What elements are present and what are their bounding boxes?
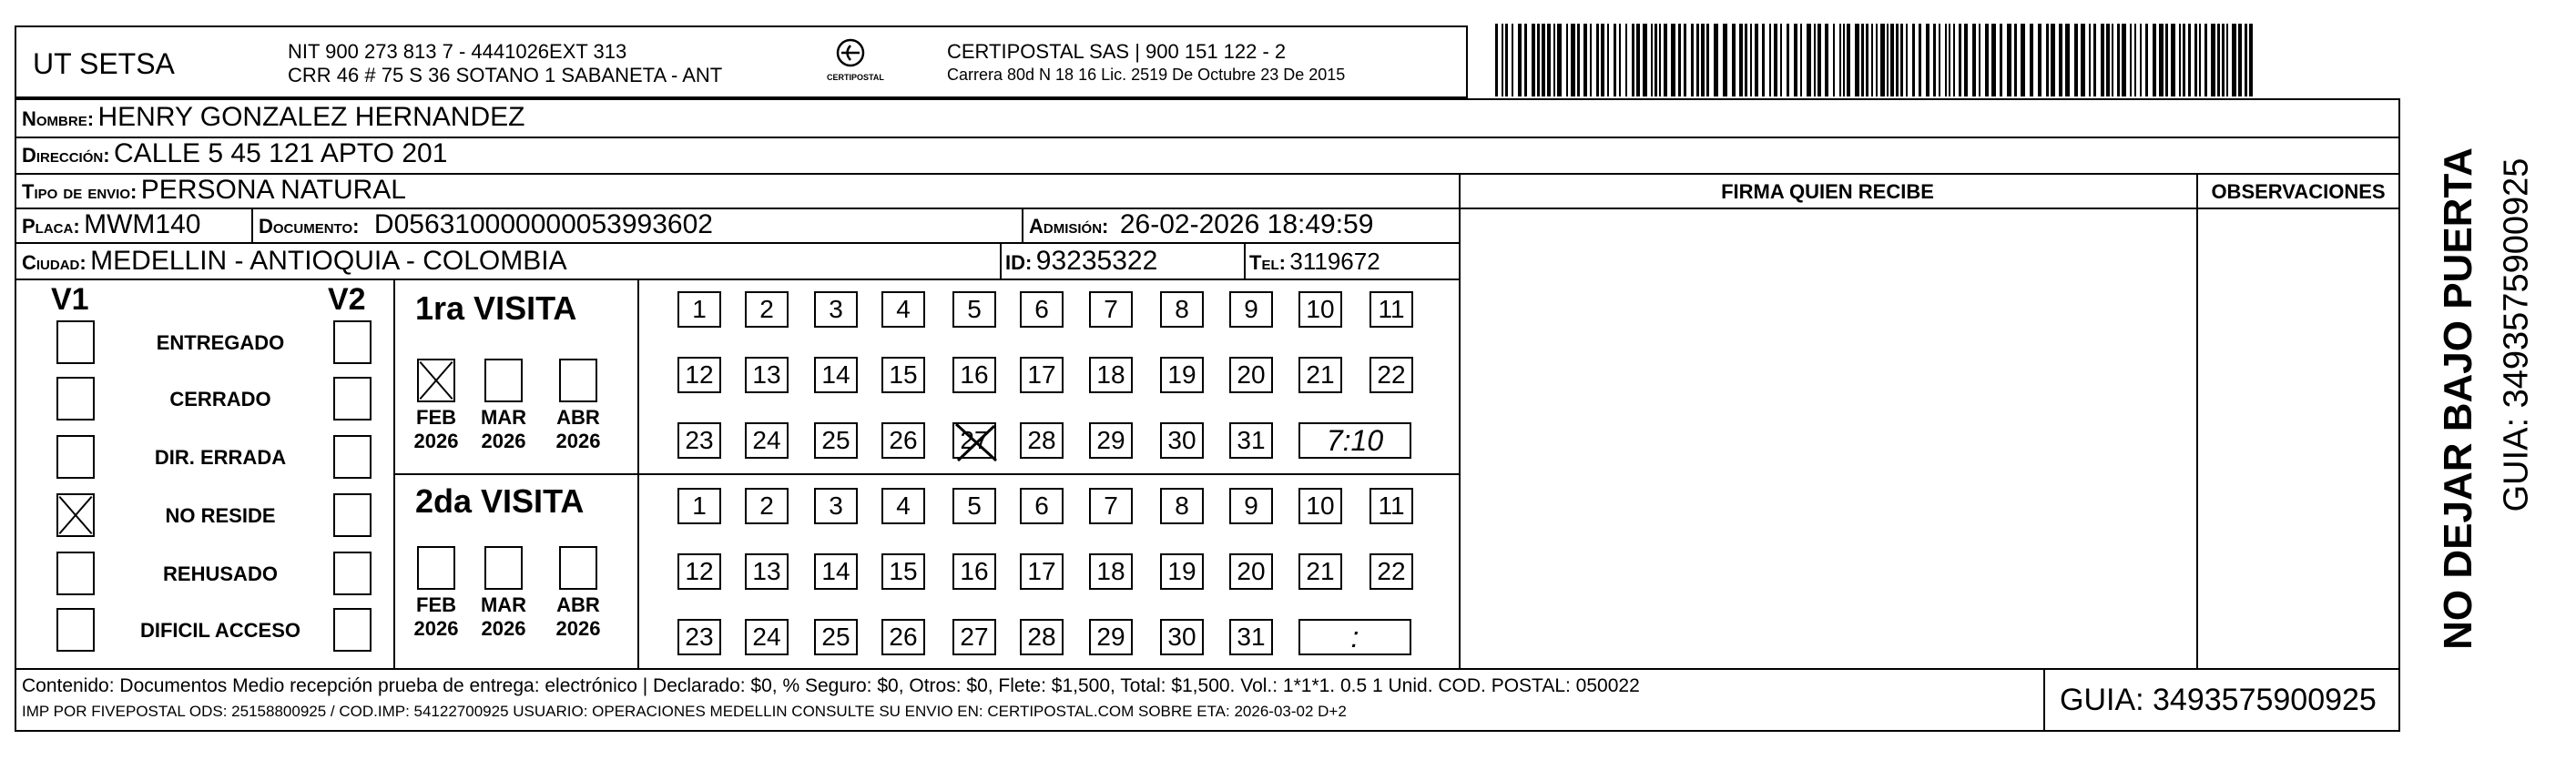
v2-checkbox-rehusado[interactable] bbox=[333, 552, 372, 595]
visit2-day-16[interactable]: 16 bbox=[952, 553, 996, 590]
v2-checkbox-dir-errada[interactable] bbox=[333, 435, 372, 479]
v1-checkbox-dificil-acceso[interactable] bbox=[56, 608, 95, 652]
visit2-day-14[interactable]: 14 bbox=[814, 553, 858, 590]
certipostal-line-2: Carrera 80d N 18 16 Lic. 2519 De Octubre 23 De 2015 bbox=[947, 66, 1346, 84]
documento-label: Documento: bbox=[259, 215, 360, 238]
visit1-day-11[interactable]: 11 bbox=[1369, 291, 1413, 328]
divider-visit1-visit2 bbox=[393, 473, 1459, 475]
tel-value: 3119672 bbox=[1289, 248, 1380, 275]
visit1-day-2[interactable]: 2 bbox=[745, 291, 789, 328]
visit2-title: 2da VISITA bbox=[415, 482, 585, 520]
visit1-month-label: FEB 2026 bbox=[413, 406, 459, 452]
status-label: DIFICIL ACCESO bbox=[139, 619, 300, 642]
visit2-month-checkbox-abr[interactable] bbox=[559, 546, 597, 590]
right-header-divider bbox=[1459, 208, 2400, 209]
visit2-day-4[interactable]: 4 bbox=[881, 488, 925, 524]
visit2-day-22[interactable]: 22 bbox=[1369, 553, 1413, 590]
direccion-value: CALLE 5 45 121 APTO 201 bbox=[114, 138, 448, 168]
visit1-day-16[interactable]: 16 bbox=[952, 357, 996, 393]
visit2-day-30[interactable]: 30 bbox=[1160, 619, 1204, 655]
visit1-day-25[interactable]: 25 bbox=[814, 422, 858, 459]
visit1-day-17[interactable]: 17 bbox=[1020, 357, 1064, 393]
certipostal-line-1: CERTIPOSTAL SAS | 900 151 122 - 2 bbox=[947, 40, 1287, 63]
visit2-day-21[interactable]: 21 bbox=[1298, 553, 1342, 590]
nombre-row bbox=[22, 102, 524, 133]
visit1-day-31[interactable]: 31 bbox=[1229, 422, 1273, 459]
visit1-day-28[interactable]: 28 bbox=[1020, 422, 1064, 459]
visit2-month-label: ABR 2026 bbox=[555, 593, 601, 640]
visit2-day-3[interactable]: 3 bbox=[814, 488, 858, 524]
visit2-day-7[interactable]: 7 bbox=[1089, 488, 1133, 524]
visit1-day-20[interactable]: 20 bbox=[1229, 357, 1273, 393]
visit1-month-checkbox-feb[interactable] bbox=[417, 359, 455, 402]
placa-label: Placa: bbox=[22, 215, 80, 238]
v2-checkbox-cerrado[interactable] bbox=[333, 377, 372, 420]
visit1-day-8[interactable]: 8 bbox=[1160, 291, 1204, 328]
company-name: UT SETSA bbox=[33, 47, 175, 80]
visit1-time-box[interactable]: 7:10 bbox=[1298, 422, 1411, 459]
footer-line-2: IMP POR FIVEPOSTAL ODS: 25158800925 / COD.IMP: 54122700925 USUARIO: OPERACIONES MEDELLIN CONSULTE SU ENVIO EN: CERTIPOSTAL.COM SOBRE ETA: 2026-03-02 D+2 bbox=[22, 703, 1347, 720]
tel-label: Tel: bbox=[1249, 251, 1286, 274]
visit1-day-12[interactable]: 12 bbox=[677, 357, 721, 393]
nombre-value: HENRY GONZALEZ HERNANDEZ bbox=[97, 102, 525, 132]
visit2-day-6[interactable]: 6 bbox=[1020, 488, 1064, 524]
divider-id-tel bbox=[1244, 242, 1246, 279]
visit2-day-17[interactable]: 17 bbox=[1020, 553, 1064, 590]
visit1-day-29[interactable]: 29 bbox=[1089, 422, 1133, 459]
visit2-day-24[interactable]: 24 bbox=[745, 619, 789, 655]
tipo-row bbox=[22, 175, 406, 206]
status-label: REHUSADO bbox=[163, 562, 278, 585]
visit1-month-checkbox-mar[interactable] bbox=[484, 359, 523, 402]
visit2-day-19[interactable]: 19 bbox=[1160, 553, 1204, 590]
visit1-day-5[interactable]: 5 bbox=[952, 291, 996, 328]
status-label: ENTREGADO bbox=[156, 331, 285, 354]
visit2-day-20[interactable]: 20 bbox=[1229, 553, 1273, 590]
v1-checkbox-no-reside[interactable] bbox=[56, 493, 95, 537]
admision-cell bbox=[1029, 209, 1373, 240]
v2-checkbox-no-reside[interactable] bbox=[333, 493, 372, 537]
direccion-label: Dirección: bbox=[22, 144, 110, 167]
visit2-day-8[interactable]: 8 bbox=[1160, 488, 1204, 524]
visit1-day-24[interactable]: 24 bbox=[745, 422, 789, 459]
divider-documento-admision bbox=[1022, 208, 1023, 242]
id-value: 93235322 bbox=[1035, 246, 1158, 276]
tel-cell bbox=[1249, 248, 1380, 276]
documento-value: D056310000000053993602 bbox=[373, 209, 713, 239]
firma-label: FIRMA QUIEN RECIBE bbox=[1721, 180, 1934, 203]
v1-checkbox-rehusado[interactable] bbox=[56, 552, 95, 595]
status-label: CERRADO bbox=[169, 388, 271, 410]
visit1-day-14[interactable]: 14 bbox=[814, 357, 858, 393]
visit2-day-25[interactable]: 25 bbox=[814, 619, 858, 655]
visit1-day-23[interactable]: 23 bbox=[677, 422, 721, 459]
visit1-day-1[interactable]: 1 bbox=[677, 291, 721, 328]
visit2-month-label: MAR 2026 bbox=[480, 593, 527, 640]
v2-checkbox-dificil-acceso[interactable] bbox=[333, 608, 372, 652]
visit2-day-2[interactable]: 2 bbox=[745, 488, 789, 524]
divider-observaciones bbox=[2196, 173, 2198, 668]
ciudad-cell bbox=[22, 246, 567, 277]
v1-checkbox-dir-errada[interactable] bbox=[56, 435, 95, 479]
visit2-day-9[interactable]: 9 bbox=[1229, 488, 1273, 524]
v1-label: V1 bbox=[51, 282, 89, 317]
visit1-day-9[interactable]: 9 bbox=[1229, 291, 1273, 328]
visit2-time-box[interactable]: : bbox=[1298, 619, 1411, 655]
visit1-day-15[interactable]: 15 bbox=[881, 357, 925, 393]
ciudad-value: MEDELLIN - ANTIOQUIA - COLOMBIA bbox=[90, 246, 567, 276]
tipo-value: PERSONA NATURAL bbox=[140, 175, 406, 205]
visit2-month-checkbox-feb[interactable] bbox=[417, 546, 455, 590]
admision-value: 26-02-2026 18:49:59 bbox=[1119, 209, 1374, 239]
visit2-day-5[interactable]: 5 bbox=[952, 488, 996, 524]
nit-line-1: NIT 900 273 813 7 - 4441026EXT 313 bbox=[288, 40, 627, 63]
barcode bbox=[1495, 24, 2255, 96]
v1-checkbox-entregado[interactable] bbox=[56, 320, 95, 364]
footer-line-1: Contenido: Documentos Medio recepción prueba de entrega: electrónico | Declarado: $0, % Seguro: $0, Otros: $0, Flete: $1,500, Total: $1,500. Vol.: 1*1*1. 0.5 1 Unid. COD. POSTAL: 050022 bbox=[22, 675, 1640, 696]
id-label: ID: bbox=[1005, 251, 1033, 274]
visit2-month-checkbox-mar[interactable] bbox=[484, 546, 523, 590]
visit1-day-3[interactable]: 3 bbox=[814, 291, 858, 328]
v2-label: V2 bbox=[328, 282, 366, 317]
visit2-day-12[interactable]: 12 bbox=[677, 553, 721, 590]
visit2-day-31[interactable]: 31 bbox=[1229, 619, 1273, 655]
nombre-label: Nombre: bbox=[22, 107, 95, 130]
visit1-month-label: MAR 2026 bbox=[480, 406, 527, 452]
visit1-day-13[interactable]: 13 bbox=[745, 357, 789, 393]
visit2-day-29[interactable]: 29 bbox=[1089, 619, 1133, 655]
visit2-day-11[interactable]: 11 bbox=[1369, 488, 1413, 524]
nit-line-2: CRR 46 # 75 S 36 SOTANO 1 SABANETA - ANT bbox=[288, 64, 723, 86]
visit2-day-10[interactable]: 10 bbox=[1298, 488, 1342, 524]
visit1-day-10[interactable]: 10 bbox=[1298, 291, 1342, 328]
divider-placa-documento bbox=[251, 208, 253, 242]
admision-label: Admisión: bbox=[1029, 215, 1109, 238]
footer-guia-divider bbox=[2043, 668, 2045, 732]
visit2-day-1[interactable]: 1 bbox=[677, 488, 721, 524]
visit2-day-27[interactable]: 27 bbox=[952, 619, 996, 655]
visit1-title: 1ra VISITA bbox=[415, 289, 577, 327]
side-guia: GUIA: 3493575900925 bbox=[2497, 157, 2536, 512]
visit1-month-label: ABR 2026 bbox=[555, 406, 601, 452]
visit2-day-28[interactable]: 28 bbox=[1020, 619, 1064, 655]
visit1-day-6[interactable]: 6 bbox=[1020, 291, 1064, 328]
id-cell bbox=[1005, 246, 1157, 277]
visit2-day-23[interactable]: 23 bbox=[677, 619, 721, 655]
divider-firma bbox=[1459, 173, 1461, 668]
visit1-day-19[interactable]: 19 bbox=[1160, 357, 1204, 393]
visit2-day-13[interactable]: 13 bbox=[745, 553, 789, 590]
visit1-day-7[interactable]: 7 bbox=[1089, 291, 1133, 328]
placa-cell bbox=[22, 209, 200, 240]
visit1-day-21[interactable]: 21 bbox=[1298, 357, 1342, 393]
side-warning: NO DEJAR BAJO PUERTA bbox=[2436, 147, 2480, 650]
visit1-day-30[interactable]: 30 bbox=[1160, 422, 1204, 459]
placa-value: MWM140 bbox=[84, 209, 201, 239]
visit1-day-26[interactable]: 26 bbox=[881, 422, 925, 459]
divider-ciudad-id bbox=[1000, 242, 1002, 279]
direccion-row bbox=[22, 138, 447, 169]
visit2-month-label: FEB 2026 bbox=[413, 593, 459, 640]
visit2-day-15[interactable]: 15 bbox=[881, 553, 925, 590]
tipo-label: Tipo de envio: bbox=[22, 180, 137, 203]
visit1-day-22[interactable]: 22 bbox=[1369, 357, 1413, 393]
visit1-month-checkbox-abr[interactable] bbox=[559, 359, 597, 402]
observaciones-label: OBSERVACIONES bbox=[2211, 180, 2386, 203]
visit1-day-4[interactable]: 4 bbox=[881, 291, 925, 328]
v1-checkbox-cerrado[interactable] bbox=[56, 377, 95, 420]
footer-guia: GUIA: 3493575900925 bbox=[2060, 683, 2377, 717]
footer-divider bbox=[15, 668, 2400, 670]
day-mark-icon bbox=[951, 420, 1002, 464]
row-divider-placa bbox=[15, 242, 1459, 244]
visit1-day-18[interactable]: 18 bbox=[1089, 357, 1133, 393]
visit1-day-27[interactable]: 27 bbox=[952, 422, 996, 459]
status-label: NO RESIDE bbox=[165, 504, 276, 527]
visit2-day-26[interactable]: 26 bbox=[881, 619, 925, 655]
documento-cell bbox=[259, 209, 713, 240]
row-divider-ciudad bbox=[15, 279, 1459, 280]
ciudad-label: Ciudad: bbox=[22, 251, 87, 274]
visit2-day-18[interactable]: 18 bbox=[1089, 553, 1133, 590]
logo-wordmark: CERTIPOSTAL bbox=[827, 73, 884, 82]
v2-checkbox-entregado[interactable] bbox=[333, 320, 372, 364]
status-label: DIR. ERRADA bbox=[154, 446, 287, 469]
